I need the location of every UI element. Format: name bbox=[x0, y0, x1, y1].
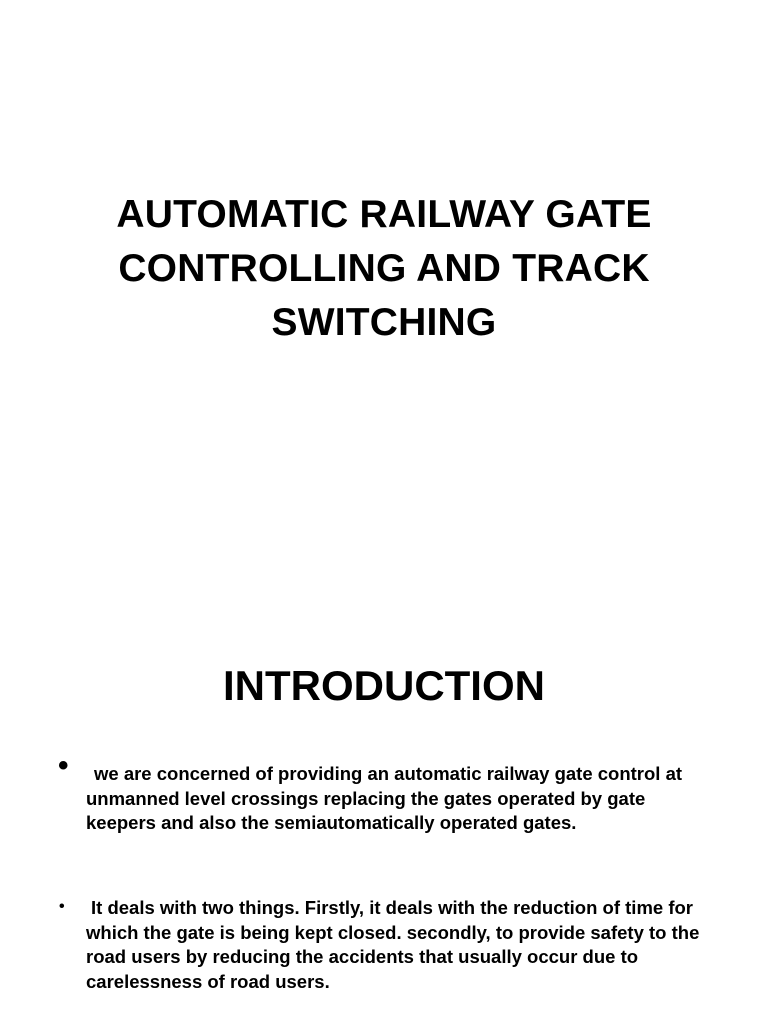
bullet-marker: • bbox=[59, 898, 65, 915]
bullet-text-rest: time for which the gate is being kept closed. secondly, to provide safety to the road users by reducing the accidents that usually occur due to carelessness of road users. bbox=[86, 897, 700, 992]
bullet-text-rest: control at unmanned level crossings replacing the gates operated by gate keepers and also the semiautomatically operated gates. bbox=[86, 763, 683, 833]
section-heading: INTRODUCTION bbox=[223, 662, 545, 709]
introduction-slide bbox=[0, 560, 768, 1024]
bullet-item bbox=[59, 896, 716, 994]
bullet-text-first-line: we are concerned of providing an automatic railway gate bbox=[94, 763, 593, 784]
slide-title: AUTOMATIC RAILWAY GATE CONTROLLING AND TRACK SWITCHING bbox=[116, 193, 652, 344]
bullet-marker: • bbox=[58, 749, 69, 782]
bullet-item bbox=[58, 749, 716, 836]
bullet-text-first-line: It deals with two things. Firstly, it deals with the reduction of bbox=[91, 897, 620, 918]
